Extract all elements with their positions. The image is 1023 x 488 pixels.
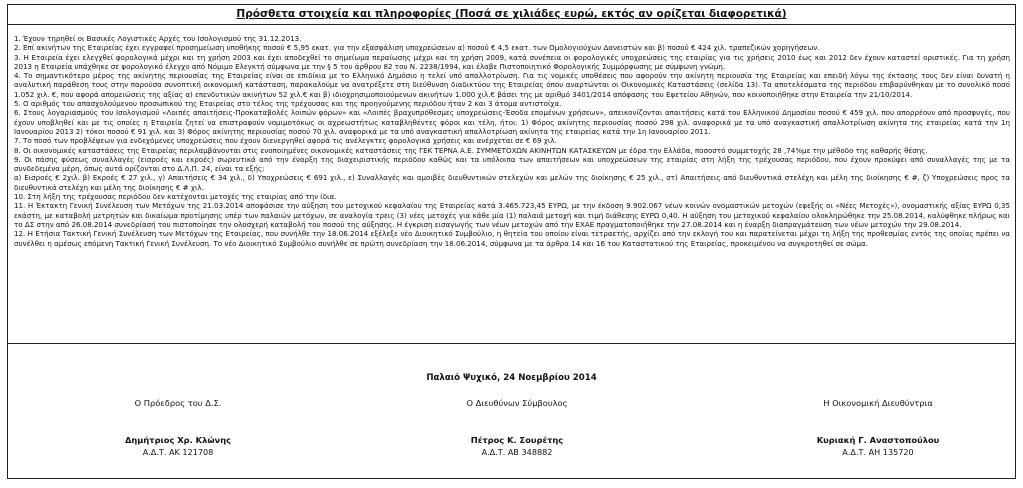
signatory-id-cfo: Α.Δ.Τ. ΑΗ 135720 (842, 447, 914, 457)
note-10: 10. Στη λήξη της τρέχουσας περιόδου δεν κατέχονται μετοχές της εταιρίας από την ίδια. (14, 192, 337, 202)
signatory-name-chairman: Δημήτριος Χρ. Κλώνης (124, 435, 232, 445)
note-8: 8. Οι οικονομικές καταστάσεις της Εταιρείας περιλαμβάνονται στις ενοποιημένες οικονομικές καταστάσεις της ΓΕΚ ΤΕΡΝΑ Α.Ε. ΣΥΜΜΕΤΟΧΩΝ ΑΚΙΝΗΤΩΝ ΚΑΤΑΣΚΕΥΩΝ με έδρα την Ελλάδα, ποσοστό συμμετοχής 28 ,74%με την μέθοδο της καθαρής θέσης. (14, 145, 928, 155)
note-4: 4. Το σημαντικότερο μέρος της ακίνητης περιουσίας της Εταιρείας είναι σε επιδίκια με το Ελληνικό Δημόσιο η τελεί υπό απαλλοτρίωση. Για τις νομικές υποθέσεις που αφορούν την ακίνητη περιουσία της Εταιρείας και επειδή λόγω της έκτασης τους δεν είναι δυνατή η αναλυτική παράθεση τους στην παρούσα συνοπτική οικονομική κατάσταση, παρακαλούμε να ανατρέξετε στη διεύθυνση διαδικτύου της Εταιρείας όπου αναρτώνται οι Οικονομικές Καταστάσεις (σελίδα 13). Τα αποτελέσματα της περιόδου επιβαρύνθηκαν με το συνολικό ποσό 1.052 χιλ. €, που αφορά απομειώσεις της αξίας α) επενδυτικών ακινήτων 52 χιλ.€ και β) ιδιοχρησιμοποιούμενων ακινήτων 1.000 χιλ.€ βάσει της με αριθμό 3401/2014 απόφασης του Εφετείου Αθηνών, που κοινοποιήθηκε στην Εταιρεία την 21/10/2014. (14, 71, 1010, 99)
section-title: Πρόσθετα στοιχεία και πληροφορίες (Ποσά σε χιλιάδες ευρώ, εκτός αν ορίζεται διαφορετικά) (236, 8, 787, 20)
note-9: 9. Οι πάσης φύσεως συναλλαγές (εισροές και εκροές) σωρευτικά από την έναρξη της διαχειριστικής περιόδου καθώς και τα υπόλοιπα των απαιτήσεων και υποχρεώσεων της εταιρίας στη λήξη της τρέχουσας περιόδου, που έχουν προκύψει από συναλλαγές της με τα συνδεδεμένα μέρη, όπως αυτά ορίζονται στο Δ.Λ.Π. 24, είναι τα εξής: (14, 154, 1010, 174)
section-title-bar (7, 4, 1016, 25)
section-divider (7, 343, 1016, 344)
note-12: 12. Η Ετήσια Τακτική Γενική Συνέλευση των Μετόχων της Εταιρείας, που συνήλθε την 18.06.2014 εξέλεξε νέο Διοικητικό Συμβούλιο, η θητεία του οποίου είναι τετραετής, αρχίζει από την εκλογή του και παρατείνεται μέχρι τη λήξη της προθεσμίας εντός της οποίας πρέπει να συνέλθει η αμέσως επόμενη Τακτική Γενική Συνέλευση. Το νέο Διοικητικό Συμβούλιο συνήλθε σε πρώτη συνεδρίαση την 18.06.2014, σύμφωνα με τα άρθρα 14 και 16 του Καταστατικού της Εταιρείας, προκειμένου να συγκροτηθεί σε σώμα. (14, 229, 1010, 248)
signatory-id-ceo: Α.Δ.Τ. ΑΒ 348882 (481, 447, 553, 457)
note-11: 11. Η Έκτακτη Γενική Συνέλευση των Μετόχων της 21.03.2014 αποφάσισε την αύξηση του μετοχικού κεφαλαίου της Εταιρείας κατά 3.465.723,45 ΕΥΡΩ, με την έκδοση 9.902.067 νέων κοινών ονομαστικών μετοχών (εφεξής οι «Νέες Μετοχές»), ονομαστικής αξίας ΕΥΡΩ 0,35 εκάστη, με καταβολή μετρητών και δικαίωμα προτίμησης υπέρ των παλαιών μετόχων, σε αναλογία τρεις (3) νέες μετοχές για κάθε μία (1) παλαιά μετοχή και τιμή διάθεσης ΕΥΡΩ 0,40. Η αύξηση του μετοχικού κεφαλαίου ολοκληρώθηκε την 25.08.2014, καλύφθηκε πλήρως και το ΔΣ στην από 26.08.2014 συνεδρίασή του πιστοποίησε την ολοσχερή καταβολή του ποσού της αύξησης. Η έγκριση εισαγωγής των νέων μετοχών από την ΕΧΑΕ πραγματοποιήθηκε την 27.08.2014 και η έναρξη διαπραγμάτευση των νέων μετοχών την 29.08.2014. (14, 201, 1010, 229)
note-1: 1. Έχουν τηρηθεί οι Βασικές Λογιστικές Αρχές του Ισολογισμού της 31.12.2013. (14, 34, 302, 43)
signatory-role-cfo: Η Οικονομική Διευθύντρια (823, 398, 933, 408)
note-5: 5. Ο αριθμός του απασχολούμενου προσωπικού της Εταιρείας στο τέλος της τρέχουσας και της προηγούμενης περιόδου ήταν 2 και 3 άτομα αντιστοίχα. (14, 99, 562, 109)
note-7: 7. Το ποσό των προβλέψεων για ενδεχόμενες υποχρεώσεις που έχουν διενεργηθεί αφορά τις ανέλεγκτες φορολογικά χρήσεις και ανέρχεται σε € 69 χιλ. (14, 136, 557, 146)
note-3: 3. Η Εταιρεία έχει ελεγχθεί φορολογικά μέχρι και τη χρήση 2003 και έχει αποδεχθεί το σημείωμα περαίωσης μέχρι και τη χρήση 2009, κατά συνέπεια οι φορολογικές υποχρεώσεις της εταιρίας για τις χρήσεις 2010 έως και 2012 δεν έχουν καταστεί οριστικές. Για τη χρήση 2013 η Εταιρεία υπάχθηκε σε φορολογικό έλεγχο από Νόμιμο Ελεγκτή σύμφωνα με την § 5 του άρθρου 82 του Ν. 2238/1994, και έλαβε Πιστοποιητικό Φορολογικής Συμμόρφωσης με σύμφωνη γνώμη. (14, 52, 1010, 71)
signatory-role-ceo: Ο Διευθύνων Σύμβουλος (466, 398, 568, 408)
signatory-name-ceo: Πέτρος Κ. Σουρέτης (470, 435, 564, 445)
note-2: 2. Επί ακινήτων της Εταιρείας έχει εγγραφεί προσημείωση υποθήκης ποσού € 5,95 εκατ. για την εξασφάλιση υποχρεώσεων α) ποσού € 4,5 εκατ. των Ομολογιούχων Δανειστών και β) ποσού € 424 χιλ. τραπεζικών χορηγήσεων. (14, 43, 820, 53)
note-6: 6. Στους λογαριασμούς του Ισολογισμού «Λοιπές απαιτήσεις-Προκαταβολές λοιπών φόρων» και «Λοιπές βραχυπρόθεσμες υποχρεώσεις-Έσοδα επομένων χρήσεων», απεικονίζονται απαιτήσεις κατά του Ελληνικού Δημοσίου ποσού € 459 χιλ. που απορρέουν από προσφυγές, που έχουν υποβληθεί και με τις οποίες η Εταιρεία ζητεί να επιστραφούν νομιμοτόκως οι αχρεωστήτως καταβληθέντες φόροι και τέλη, ήτοι: 1) Φόρος ακίνητης περιουσίας ποσού 298 χιλ. αναφορικά με τα υπό αναγκαστική απαλλοτρίωση ακίνητα της εταιρείας κατά την 1η Ιανουαρίου 2013 2) τόκοι ποσού € 91 χιλ. και 3) Φόρος ακίνητης περιουσίας ποσού 70 χιλ. αναφορικά με τα υπό αναγκαστική απαλλοτρίωση ακίνητα της εταιρείας κατά την 1η Ιανουαρίου 2011. (14, 108, 1010, 136)
note-9-details: α) Εισροές € 2χιλ. β) Εκροές € 27 χιλ., γ) Απαιτήσεις € 34 χιλ., δ) Υποχρεώσεις € 691 χιλ., ε) Συναλλαγές και αμοιβές διευθυντικών στελεχών και μελών της διοίκησης € 25 χιλ., στ) Απαιτήσεις από διευθυντικά στελέχη και μέλη της διοίκησης € #, ζ) Υποχρεώσεις προς τα διευθυντικά στελέχη και μέλη της διοίκησης € # χιλ. (14, 173, 1010, 192)
signatory-name-cfo: Κυριακή Γ. Αναστοπούλου (816, 435, 940, 445)
signatory-id-chairman: Α.Δ.Τ. ΑΚ 121708 (142, 447, 214, 457)
notes-list (14, 34, 1010, 248)
signatory-role-chairman: Ο Πρόεδρος του Δ.Σ. (134, 398, 222, 408)
place-date: Παλαιό Ψυχικό, 24 Νοεμβρίου 2014 (426, 373, 597, 383)
